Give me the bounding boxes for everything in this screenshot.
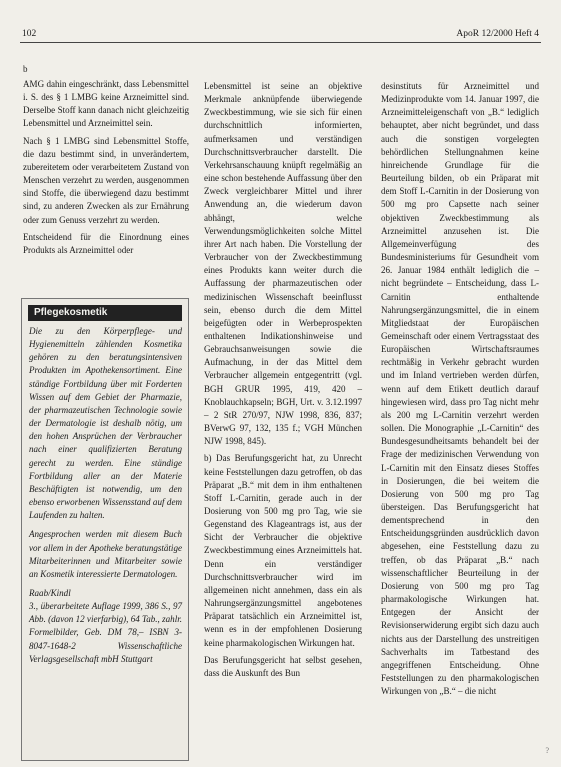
paragraph: Das Berufungsgericht hat selbst gesehen, dass die Auskunft des Bun	[204, 654, 362, 678]
paragraph: AMG dahin eingeschränkt, dass Lebensmittel i. S. des § 1 LMBG keine Arzneimittel sind. Derselbe Stoff kann danach nicht gleichzeitig Lebensmittel und Arzneimittel sein.	[23, 79, 189, 129]
corner-mark: ?	[545, 746, 549, 755]
box-paragraph: Die zu den Körperpflege- und Hygienemitteln zählenden Kosmetika gehören zu den beratungsintensiven Produkten im Apothekensortiment. Eine ständige Fortbildung über mit Forderten Wissen auf dem Gebiet der Pharmazie, der pharmazeutischen Technologie sowie der Dermatologie ist deshalb nötig, um den hohen Ansprüchen der Verbraucher nach einer qualifizierten Beratung gerecht zu werden. Eine ständige Fortbildung aller an der Materie Beschäftigten ist notwendig, um den ebenso erworbenen Wissensstand auf dem Laufenden zu halten.	[29, 326, 182, 521]
paragraph: b) Das Berufungsgericht hat, zu Unrecht keine Feststellungen dazu getroffen, ob das Präparat „B.“ mit dem in ihm enthaltenen Stoff L-Carnitin, gerade auch in der Dosierung von 500 mg pro Tag, wie sie Gegenstand des Klageantrags ist, aus der Sicht der Verbraucher die objektive Zweckbestimmung eines Arzneimittels hat. Denn ein verständiger Durchschnittsverbraucher wird im allgemeinen nicht annehmen, dass ein als Nahrungsergänzungsmittel angebotenes Präparat tatsächlich ein Arzneimittel ist, wenn es in der empfohlenen Dosierung keine pharmakologischen Wirkungen hat.	[204, 453, 362, 648]
page-header	[22, 27, 539, 41]
box-paragraph: Angesprochen werden mit diesem Buch vor allem in der Apotheke beratungstätige Mitarbeiterinnen und Mitarbeiter sowie an Kosmetik interessierte Dermatologen.	[29, 529, 182, 579]
paragraph: Nach § 1 LMBG sind Lebensmittel Stoffe, die dazu bestimmt sind, in unverändertem, zubereitetem oder verarbeitetem Zustand von Menschen verzehrt zu werden, ausgenommen sind Stoffe, die überwiegend dazu bestimmt sind, zu anderen Zwecken als zur Ernährung oder zum Genuss verzehrt zu werden.	[23, 135, 189, 225]
sidebar-box	[21, 298, 189, 761]
header-rule	[20, 42, 541, 43]
column-3	[381, 80, 539, 702]
paragraph-marker: b	[23, 64, 28, 74]
paragraph: desinstituts für Arzneimittel und Medizinprodukte vom 14. Januar 1997, die Arzneimitteleigenschaft von „B.“ lediglich behauptet, aber nicht begründet, und dass auch die sonstigen vorgelegten behördlichen Stellungnahmen keine hinreichende Grundlage für die Beurteilung bilden, ob ein Präparat mit dem Stoff L-Carnitin in der Dosierung von 500 mg pro Capsette nach seiner objektiven Zweckbestimmung als Arzneimittel anzusehen ist. Die Allgemeinverfügung des Bundesministeriums für Gesundheit vom 26. Januar 1984 enthält lediglich die – nicht begründete – Entscheidung, dass L-Carnitin enthaltende Nahrungsergänzungsmittel, die in einem Mitgliedstaat der Europäischen Gemeinschaft oder einem Vertragsstaat des Europäischen Wirtschaftsraumes rechtmäßig in Verkehr gebracht wurden und im Inland vertrieben werden dürfen, wenn auf dem Etikett deutlich darauf hingewiesen wird, dass pro Tag nicht mehr als 200 mg L-Carnitin verzehrt werden sollen. Die Monographie „L-Carnitin“ des Bundesgesundheitsamts behandelt bei der Frage der medizinischen Verwendung von L-Carnitin mit den Einsatz dieses Stoffes in Dosierungen, die bei weitem die Dosierung von 500 mg pro Tag übersteigen. Das Berufungsgericht hat dementsprechend in den Entscheidungsgründen ausdrücklich davon abgesehen, eine Feststellung dazu zu treffen, ob das Präparat „B.“ nach wissenschaftlicher Beurteilung in der Dosierung von 500 mg pro Tag pharmakologische Wirkungen hat. Entgegen der Ansicht der Revisionserwiderung ergibt sich dazu auch nichts aus der Darstellung des unstreitigen Sachverhalts im Tatbestand des angegriffenen Entscheidung. Ohne Feststellungen zu den pharmakologischen Wirkungen von „B.“ – die nicht	[381, 81, 539, 697]
paragraph: Entscheidend für die Einordnung eines Produkts als Arzneimittel oder	[23, 231, 189, 255]
box-title: Pflegekosmetik	[28, 305, 182, 321]
column-1	[23, 63, 189, 261]
journal-name: ApoR 12/2000 Heft 4	[456, 29, 539, 39]
paragraph: Lebensmittel ist seine an objektive Merkmale anknüpfende überwiegende Zweckbestimmung, wie sie sich für einen durchschnittlich informierten, aufmerksamen und verständigen Durchschnittsverbraucher darstellt. Die Verkehrsanschauung knüpft regelmäßig an eine schon bestehende Auffassung über den Zweck vergleichbarer Mittel und ihrer Anwendung an, die wiederum davon abhängt, welche Verwendungsmöglichkeiten solche Mittel ihrer Art nach haben. Die Vorstellung der Verbraucher von der Zweckbestimmung eines Produkts kann weiter durch die Auffassung der pharmazeutischen oder medizinischen Wissenschaft beeinflusst sein, ebenso durch die dem Mittel beigefügten oder in Werbeprospekten enthaltenen Indikationshinweise und Gebrauchsanweisungen sowie die Aufmachung, in der das Mittel dem Verbraucher allgemein entgegentritt (vgl. BGH GRUR 1995, 419, 420 – Knoblauchkapseln; BGH, Urt. v. 3.12.1997 – 2 StR 270/97, NJW 1998, 836, 837; BVerwG 97, 132, 135 f.; VGH München NJW 1998, 845).	[204, 81, 362, 447]
page-number: 102	[22, 29, 37, 39]
column-2	[204, 80, 362, 684]
box-body	[22, 325, 188, 666]
box-paragraph: Raab/Kindl 3., überarbeitete Auflage 1999, 386 S., 97 Abb. (davon 12 vierfarbig), 64 Tab., zahlr. Formelbilder, Geb. DM 78,– ISBN 3-8047-1648-2 Wissenschaftliche Verlagsgesellschaft mbH Stuttgart	[29, 587, 182, 664]
